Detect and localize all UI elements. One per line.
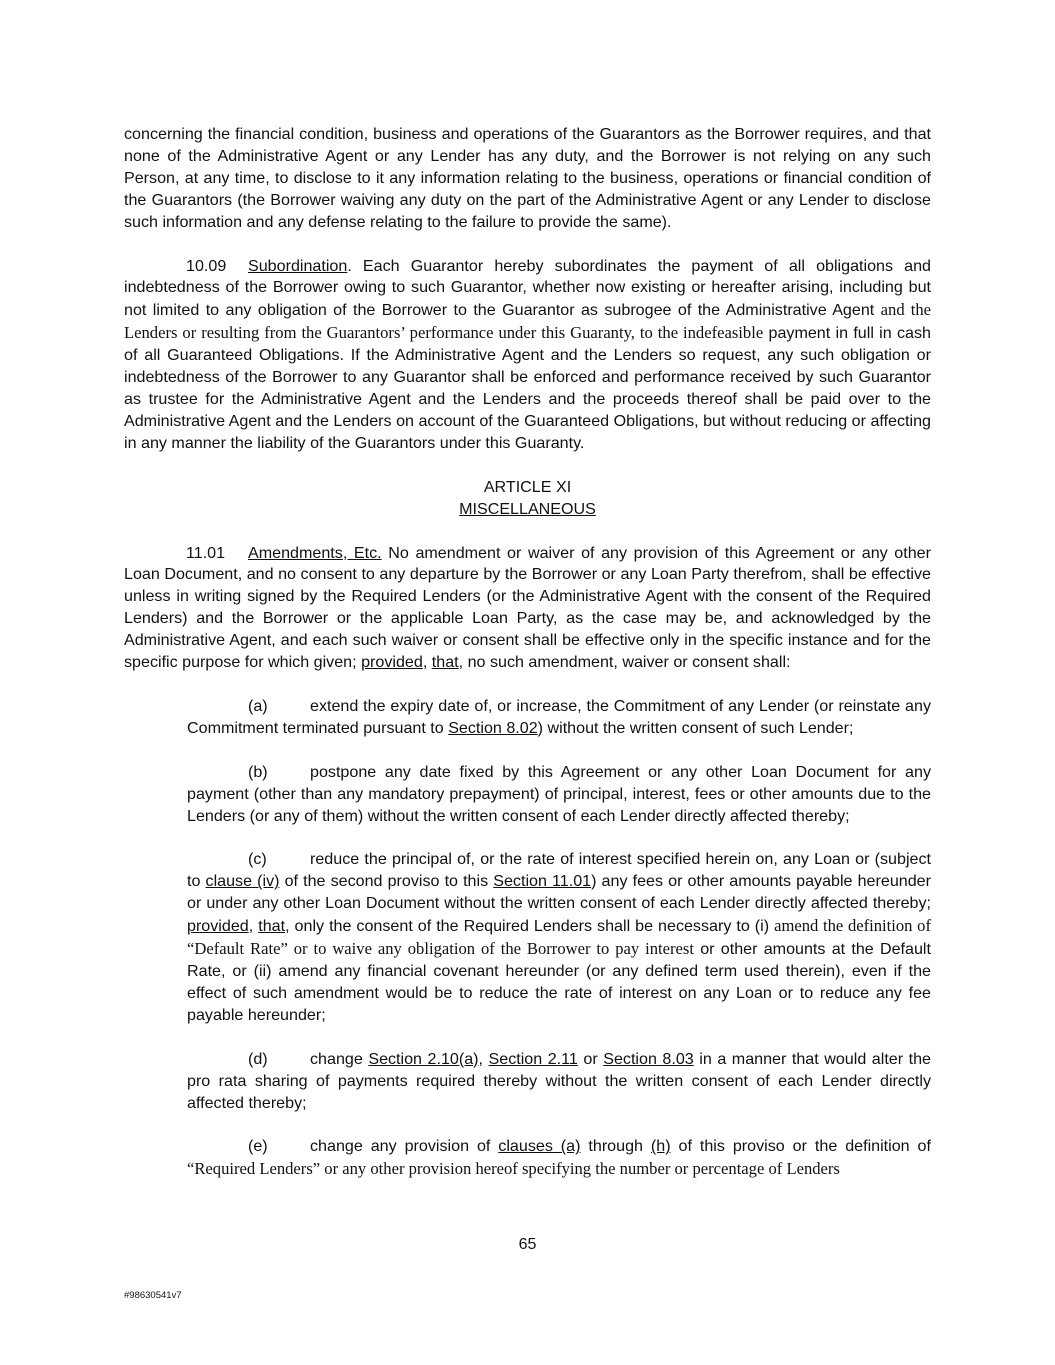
clause-text: extend the expiry date of, or increase, the Commitment of any Lender (or reinstate any Commitment terminated pursuant to <box>187 696 931 737</box>
article-subtitle <box>124 499 931 521</box>
document-id: #98630541v7 <box>124 1290 182 1301</box>
clause-text: , only the consent of the Required Lenders shall be necessary to (i) <box>285 917 770 936</box>
article-subtitle-text: MISCELLANEOUS <box>459 499 596 518</box>
section-heading: Amendments, Etc. <box>248 543 382 562</box>
punctuation: , <box>422 653 432 672</box>
section-reference: Section 11.01 <box>493 872 592 891</box>
clause-text: of this proviso or the definition of <box>670 1137 931 1156</box>
clause-a <box>187 696 931 740</box>
section-text-serif: and the Lenders or resulting from the Guarantors’ performance under this Guaranty, to the indefeasible <box>124 300 931 343</box>
section-text: , no such amendment, waiver or consent shall: <box>458 653 791 672</box>
page-number: 65 <box>518 1236 537 1253</box>
clause-d <box>187 1049 931 1115</box>
clause-c <box>187 849 931 1026</box>
clause-reference: clause (iv) <box>205 872 280 891</box>
clause-label: (d) <box>248 1049 268 1068</box>
section-text: . Each Guarantor hereby subordinates the payment of all obligations and indebtedness of the Borrower owing to such Guarantor, whether now existing or hereafter arising, including but not limited to any obligation of the Borrower to the Guarantor as subrogee of the Administrative Agent <box>124 256 931 320</box>
section-11-01 <box>124 543 931 674</box>
clause-label: (b) <box>248 762 268 781</box>
section-number: 11.01 <box>186 543 226 562</box>
clause-b <box>187 762 931 828</box>
clause-label: (c) <box>248 850 267 869</box>
clause-text: change any provision of <box>310 1137 499 1156</box>
section-reference: Section 2.11 <box>488 1049 578 1068</box>
section-text: payment in full in cash of all Guaranteed Obligations. If the Administrative Agent and the Lenders so request, any such obligation or indebtedness of the Borrower to any Guarantor shall be enforced and performance received by such Guarantor as trustee for the Administrative Agent and the Lenders and the proceeds thereof shall be paid over to the Administrative Agent and the Lenders on account of the Guaranteed Obligations, but without reducing or affecting in any manner the liability of the Guarantors under this Guaranty. <box>124 324 931 452</box>
clause-list <box>187 696 931 1181</box>
clause-text: through <box>580 1137 651 1156</box>
clause-label: (e) <box>248 1137 268 1156</box>
provided-term: provided <box>187 917 249 936</box>
clause-text: reduce the principal of, or the rate of interest specified herein on, any Loan or (subject to <box>187 850 931 891</box>
clause-text: change <box>310 1049 369 1068</box>
punctuation: , <box>248 917 259 936</box>
clause-text: postpone any date fixed by this Agreement or any other Loan Document for any payment (other than any mandatory prepayment) of principal, interest, fees or other amounts due to the Lenders (or any of them) without the written consent of each Lender directly affected thereby; <box>187 762 931 825</box>
section-reference: Section 8.03 <box>603 1049 694 1068</box>
clause-text: in a manner that would alter the pro rata sharing of payments required thereby without the written consent of each Lender directly affected thereby; <box>187 1049 931 1112</box>
provided-term: provided <box>361 653 423 672</box>
clause-text: ) without the written consent of such Lender; <box>537 718 854 737</box>
section-10-09 <box>124 256 931 455</box>
clause-label: (a) <box>248 696 268 715</box>
clause-reference: (h) <box>650 1137 671 1156</box>
article-title: ARTICLE XI <box>483 477 572 496</box>
clause-text: or <box>577 1049 604 1068</box>
clause-text: or other amounts at the Default Rate, or (ii) amend any financial covenant hereunder (or any defined term used therein), even if the effect of such amendment would be to reduce the rate of interest on any Loan or to reduce any fee payable hereunder; <box>187 940 931 1024</box>
that-term: that <box>258 917 286 936</box>
clause-text-serif: “Required Lenders” or any other provision hereof specifying the number or percentage of Lenders <box>187 1159 840 1179</box>
clause-text: ) any fees or other amounts payable hereunder or under any other Loan Document without the written consent of each Lender directly affected thereby; <box>187 872 931 913</box>
that-term: that <box>431 653 459 672</box>
section-text: No amendment or waiver of any provision of this Agreement or any other Loan Document, and no consent to any departure by the Borrower or any Loan Party therefrom, shall be effective unless in writing signed by the Required Lenders (or the Administrative Agent with the consent of the Required Lenders) and the Borrower or the applicable Loan Party, as the case may be, and acknowledged by the Administrative Agent, and each such waiver or consent shall be effective only in the specific instance and for the specific purpose for which given; <box>124 543 931 672</box>
clause-reference: clauses (a) <box>498 1137 581 1156</box>
section-number: 10.09 <box>186 256 227 275</box>
clause-text: of the second proviso to this <box>279 872 494 891</box>
clause-text-serif: amend the definition of “Default Rate” or to waive any obligation of the Borrower to pay interest <box>187 916 931 959</box>
clause-e <box>187 1136 931 1181</box>
document-page <box>124 124 931 1181</box>
section-heading: Subordination <box>248 256 348 275</box>
section-reference: Section 2.10(a) <box>368 1049 479 1068</box>
punctuation: , <box>478 1049 489 1068</box>
section-reference: Section 8.02 <box>448 718 538 737</box>
intro-paragraph: concerning the financial condition, business and operations of the Guarantors as the Borrower requires, and that none of the Administrative Agent or any Lender has any duty, and the Borrower is not relying on any such Person, at any time, to disclose to it any information relating to the business, operations or financial condition of the Guarantors (the Borrower waiving any duty on the part of the Administrative Agent or any Lender to disclose such information and any defense relating to the failure to provide the same). <box>124 125 931 231</box>
